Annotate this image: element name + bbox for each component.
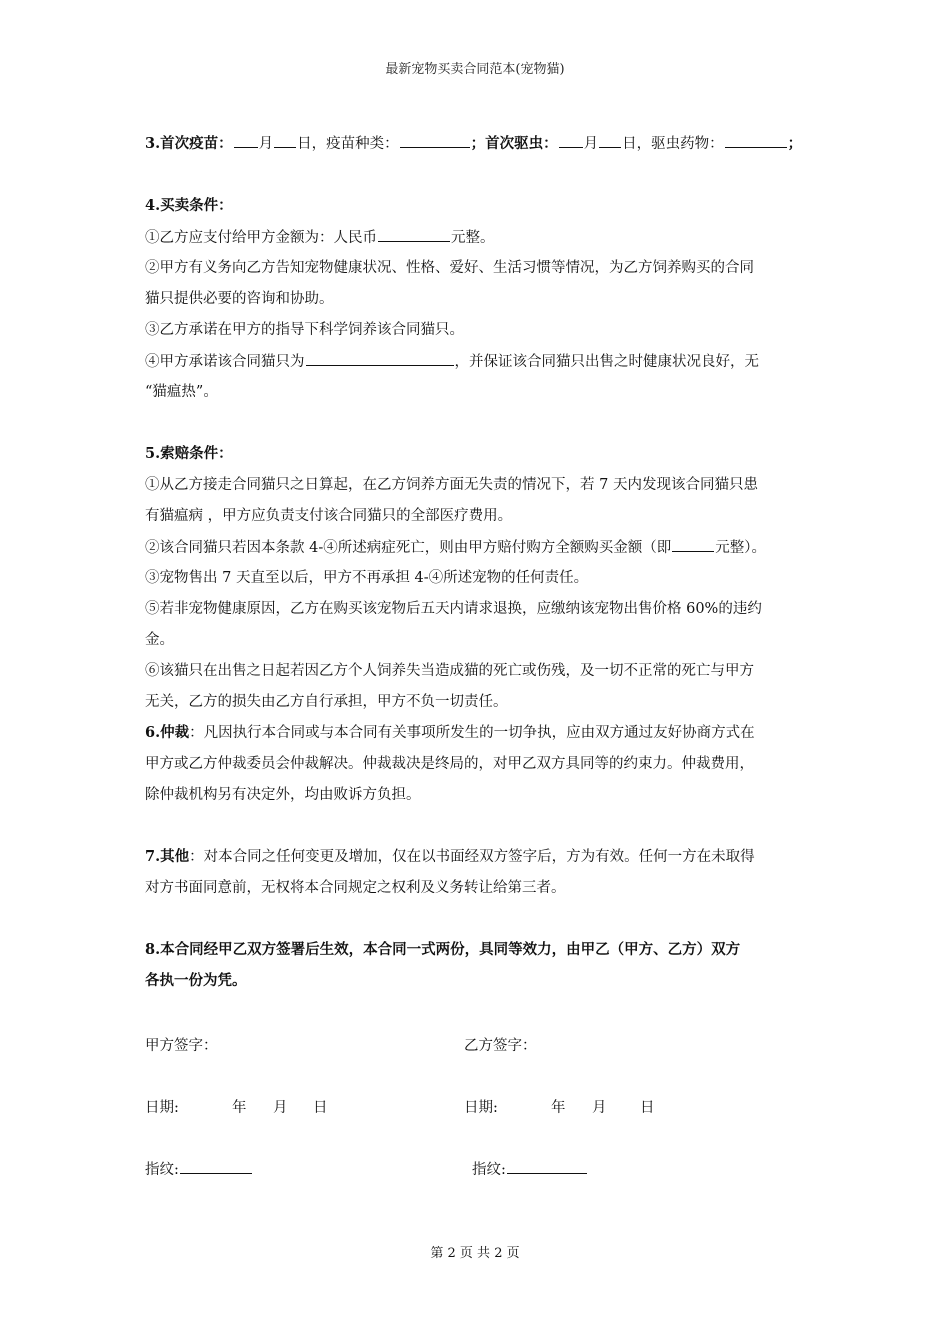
section-8-line-2: 各执一份为凭。 (145, 972, 247, 989)
section-5-item-1-line-1: ①从乙方接走合同猫只之日算起，在乙方饲养方面无失责的情况下，若 7 天内发现该合同猫只患 (145, 477, 758, 493)
item-4-text: ④甲方承诺该合同猫只为 (145, 354, 305, 370)
section-5-item-5-line-1: ⑤若非宠物健康原因，乙方在购买该宠物后五天内请求退换，应缴纳该宠物出售价格 60%的违约 (145, 601, 762, 617)
section-6-text: ：凡因执行本合同或与本合同有关事项所发生的一切争执，应由双方通过友好协商方式在 (189, 725, 755, 741)
section-5-item-1-line-2: 有猫瘟病 ，甲方应负责支付该合同猫只的全部医疗费用。 (145, 508, 513, 524)
section-4-item-3: ③乙方承诺在甲方的指导下科学饲养该合同猫只。 (145, 322, 464, 338)
item-1-suffix: 元整。 (451, 230, 495, 246)
section-4-item-4-line-1 (145, 351, 759, 372)
section-7-label: 7.其他 (145, 848, 190, 865)
section-6-line-1 (145, 723, 755, 743)
section-5-item-2 (145, 537, 766, 558)
section-4-item-1 (145, 227, 495, 248)
item-4-suffix: ，并保证该合同猫只出售之时健康状况良好，无 (454, 354, 759, 370)
party-b-year: 年 (551, 1100, 566, 1116)
deworm-drug-blank (725, 133, 787, 148)
party-a-date-label: 日期: (145, 1100, 179, 1116)
section-5-item-3: ③宠物售出 7 天直至以后，甲方不再承担 4-④所述宠物的任何责任。 (145, 570, 589, 586)
deworm-month-blank (559, 133, 583, 148)
deworm-day-blank (599, 133, 621, 148)
section-7-text: ：对本合同之任何变更及增加，仅在以书面经双方签字后，方为有效。任何一方在未取得 (189, 849, 755, 865)
section-4-item-2-line-1: ②甲方有义务向乙方告知宠物健康状况、性格、爱好、生活习惯等情况，为乙方饲养购买的合同 (145, 260, 754, 276)
section-3-vaccine-line (145, 133, 802, 154)
party-b-fingerprint (472, 1158, 588, 1179)
party-a-fingerprint (145, 1158, 253, 1179)
party-a-month: 月 (273, 1100, 288, 1116)
deworm-drug-label: 日，驱虫药物： (622, 136, 724, 152)
section-4-item-2-line-2: 猫只提供必要的咨询和协助。 (145, 291, 334, 307)
party-b-date-label: 日期: (464, 1100, 498, 1116)
refund-amount-blank (672, 537, 714, 552)
party-a-fingerprint-label: 指纹: (145, 1162, 179, 1178)
party-b-fingerprint-label: 指纹: (472, 1162, 506, 1178)
party-b-fingerprint-blank (507, 1159, 587, 1174)
deworm-month-label: 月 (583, 136, 599, 152)
party-b-month: 月 (592, 1100, 607, 1116)
vaccine-type-label: 日，疫苗种类： (297, 136, 399, 152)
cat-description-blank (306, 351, 454, 366)
item-2-text: ②该合同猫只若因本条款 4-④所述病症死亡，则由甲方赔付购方全额购买金额（即 (145, 540, 672, 556)
party-a-fingerprint-blank (180, 1159, 252, 1174)
section-4-item-4-line-2: “猫瘟热”。 (145, 384, 218, 400)
section-5-item-5-line-2: 金。 (145, 632, 174, 648)
section-8-line-1: 8.本合同经甲乙双方签署后生效，本合同一式两份，具同等效力，由甲乙（甲方、乙方）双方 (145, 941, 741, 958)
section-3-end: ； (787, 135, 803, 152)
section-5-item-6-line-2: 无关，乙方的损失由乙方自行承担，甲方不负一切责任。 (145, 694, 508, 710)
deworm-label: 首次驱虫： (485, 135, 558, 152)
party-a-signature-label: 甲方签字： (145, 1038, 218, 1054)
page-number: 第 2 页 共 2 页 (430, 1246, 520, 1261)
section-3-separator: ； (470, 135, 486, 152)
section-6-line-3: 除仲裁机构另有决定外，均由败诉方负担。 (145, 787, 421, 803)
section-6-label: 6.仲裁 (145, 724, 190, 741)
payment-amount-blank (378, 227, 450, 242)
party-b-day: 日 (640, 1100, 655, 1116)
section-3-label: 3.首次疫苗： (145, 135, 233, 152)
party-a-day: 日 (313, 1100, 328, 1116)
item-1-text: ①乙方应支付给甲方金额为：人民币 (145, 230, 377, 246)
page-header: 最新宠物买卖合同范本(宠物猫) (385, 62, 565, 77)
vaccine-day-blank (274, 133, 296, 148)
vaccine-type-blank (400, 133, 470, 148)
vaccine-month-blank (234, 133, 258, 148)
section-5-item-6-line-1: ⑥该猫只在出售之日起若因乙方个人饲养失当造成猫的死亡或伤残，及一切不正常的死亡与甲方 (145, 663, 754, 679)
party-b-signature-label: 乙方签字： (464, 1038, 537, 1054)
section-6-line-2: 甲方或乙方仲裁委员会仲裁解决。仲裁裁决是终局的，对甲乙双方具同等的约束力。仲裁费用， (145, 756, 754, 772)
section-4-heading: 4.买卖条件： (145, 197, 233, 214)
item-2-suffix: 元整）。 (715, 540, 766, 556)
party-a-year: 年 (232, 1100, 247, 1116)
section-5-heading: 5.索赔条件： (145, 445, 233, 462)
vaccine-month-label: 月 (258, 136, 274, 152)
section-7-line-2: 对方书面同意前，无权将本合同规定之权利及义务转让给第三者。 (145, 880, 566, 896)
section-7-line-1 (145, 847, 755, 867)
